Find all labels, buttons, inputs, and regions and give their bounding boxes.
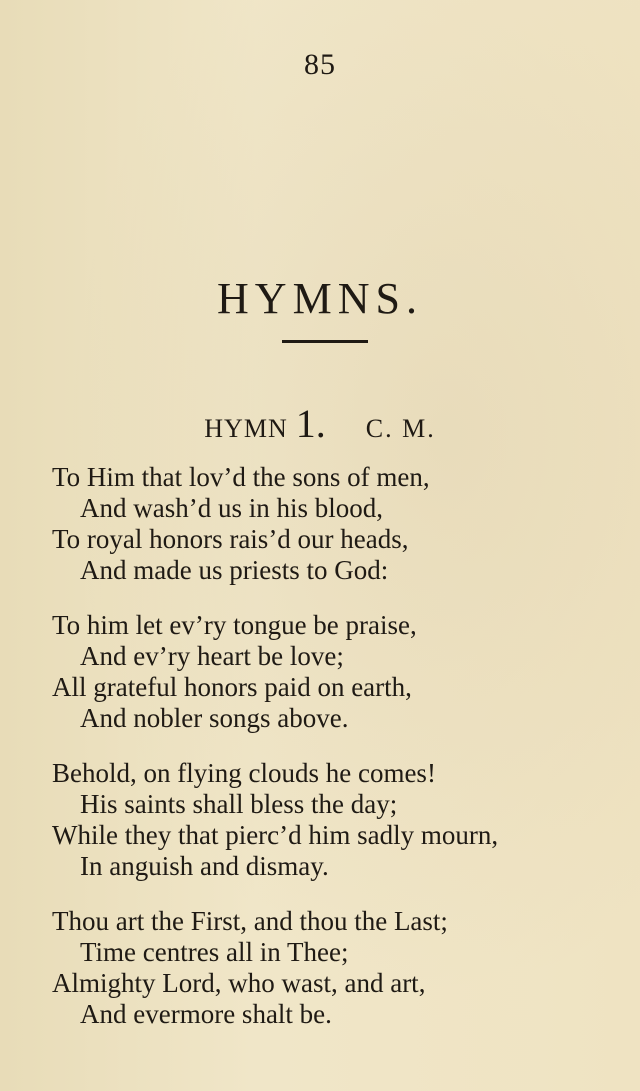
verse-line: To him let ev’ry tongue be praise, (52, 610, 417, 640)
stanza-4 (52, 906, 612, 1030)
verse-line: His saints shall bless the day; (80, 789, 398, 819)
hymn-text (52, 462, 612, 1054)
title-divider (282, 340, 368, 343)
verse-line: And wash’d us in his blood, (80, 493, 383, 523)
verse-line: Behold, on flying clouds he comes! (52, 758, 436, 788)
hymn-label: HYMN (204, 414, 288, 443)
verse-line: Thou art the First, and thou the Last; (52, 906, 448, 936)
hymn-heading (0, 400, 640, 447)
verse-line: Almighty Lord, who wast, and art, (52, 968, 426, 998)
page-number: 85 (304, 48, 336, 81)
verse-line: And nobler songs above. (80, 703, 349, 733)
stanza-3 (52, 758, 612, 882)
verse-line: Time centres all in Thee; (80, 937, 349, 967)
verse-line: And ev’ry heart be love; (80, 641, 344, 671)
section-title: HYMNS. (217, 274, 423, 324)
hymn-meter: C. M. (365, 414, 436, 443)
stanza-1 (52, 462, 612, 586)
hymn-number: 1. (295, 401, 326, 446)
verse-line: All grateful honors paid on earth, (52, 672, 412, 702)
verse-line: While they that pierc’d him sadly mourn, (52, 820, 499, 850)
verse-line: To royal honors rais’d our heads, (52, 524, 409, 554)
verse-line: In anguish and dismay. (80, 851, 329, 881)
verse-line: To Him that lov’d the sons of men, (52, 462, 430, 492)
verse-line: And evermore shalt be. (80, 999, 332, 1029)
stanza-2 (52, 610, 612, 734)
verse-line: And made us priests to God: (80, 555, 389, 585)
